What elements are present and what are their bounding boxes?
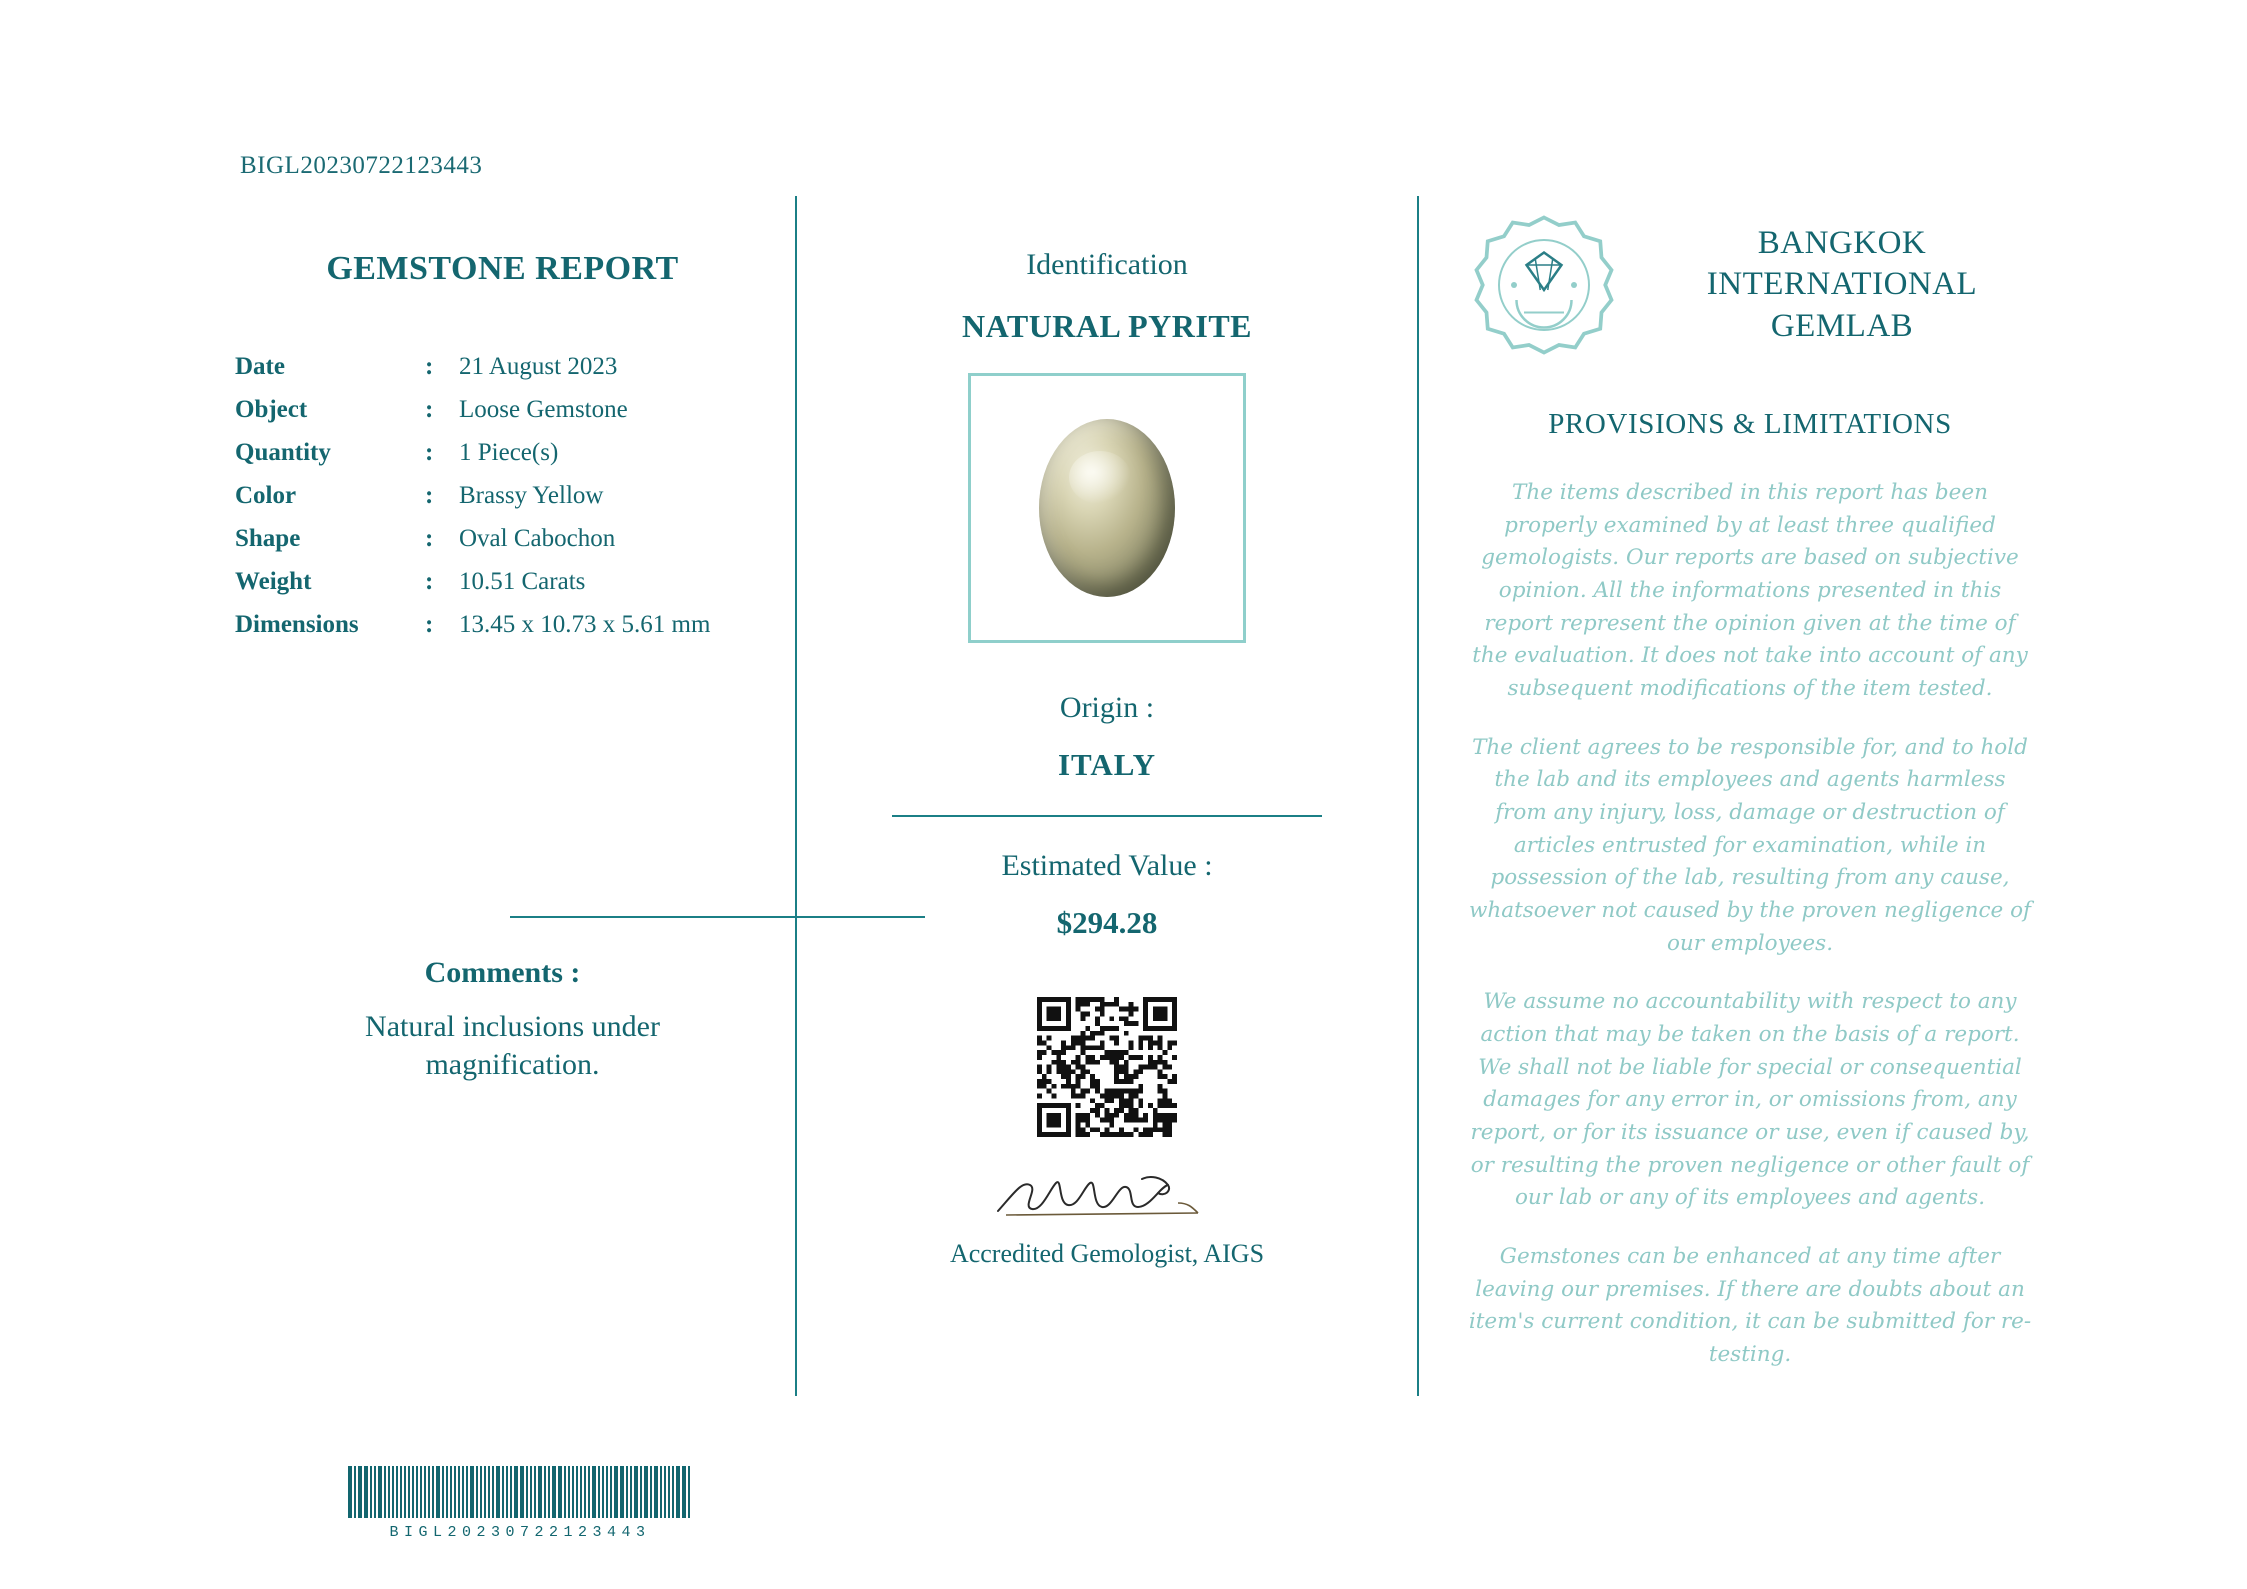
provision-paragraph: The items described in this report has been properly examined by at least three qualified gemologists. Our reports are based on subjective opinion. All the informations presented in this report represent the opinion given at the time of the evaluation. It does not take into account of any subsequent modifications of the item tested. <box>1472 480 2028 702</box>
lab-header <box>1461 210 2039 360</box>
spec-label: Date <box>235 353 285 380</box>
barcode-bars <box>320 1466 720 1518</box>
table-row <box>235 604 710 647</box>
signature-image <box>992 1163 1222 1225</box>
spec-colon: : <box>425 482 434 509</box>
spec-label: Object <box>235 396 308 423</box>
spec-colon: : <box>425 525 434 552</box>
spec-value: Brassy Yellow <box>459 482 604 509</box>
spec-label: Quantity <box>235 439 331 466</box>
middle-column <box>797 196 1417 1396</box>
spec-value: 10.51 Carats <box>459 568 586 595</box>
table-row <box>235 518 710 561</box>
spec-value: Oval Cabochon <box>459 525 616 552</box>
certificate-columns <box>210 196 2040 1541</box>
spec-label: Weight <box>235 568 312 595</box>
reference-number: BIGL20230722123443 <box>240 152 483 179</box>
spec-colon: : <box>425 439 434 466</box>
barcode-text: BIGL20230722123443 <box>389 1524 651 1541</box>
table-row <box>235 389 710 432</box>
table-row <box>235 475 710 518</box>
identification-label: Identification <box>1026 248 1188 281</box>
table-row <box>235 346 710 389</box>
divider <box>892 815 1322 817</box>
gemstone-image <box>1039 419 1175 597</box>
gemstone-photo-frame <box>968 373 1246 643</box>
provision-paragraph: The client agrees to be responsible for, and to hold the lab and its employees and agents harmless from any injury, loss, damage or destruction of articles entrusted for examination, while in possession of the lab, resulting from any cause, whatsoever not caused by the proven negligence of our employees. <box>1469 734 2031 956</box>
spec-value: 13.45 x 10.73 x 5.61 mm <box>459 611 711 638</box>
provisions-title: PROVISIONS & LIMITATIONS <box>1548 408 1952 440</box>
spec-colon: : <box>425 611 434 638</box>
left-column <box>210 196 795 1541</box>
spec-label: Shape <box>235 525 301 552</box>
origin-label: Origin : <box>1059 691 1155 724</box>
barcode <box>320 1466 720 1541</box>
identification-value: NATURAL PYRITE <box>962 308 1252 344</box>
spec-colon: : <box>425 396 434 423</box>
signature-caption: Accredited Gemologist, AIGS <box>949 1239 1265 1268</box>
gemstone-spec-table <box>235 346 710 647</box>
qr-code-icon[interactable] <box>1037 997 1177 1137</box>
qr-code-svg <box>1037 997 1177 1137</box>
provision-paragraph: Gemstones can be enhanced at any time after leaving our premises. If there are doubts about an item's current condition, it can be submitted for re-testing. <box>1468 1244 2032 1368</box>
origin-value: ITALY <box>1057 747 1157 782</box>
table-row <box>235 432 710 475</box>
lab-name: BANGKOK INTERNATIONAL GEMLAB <box>1706 224 1978 344</box>
right-column <box>1419 196 2039 1396</box>
provision-paragraph: We assume no accountability with respect to any action that may be taken on the basis of a report. We shall not be liable for special or consequential damages for any error in, or omissions from, any report, or for its issuance or use, even if caused by, or resulting the proven negligence or other fault of our lab or any of its employees and agents. <box>1470 989 2030 1211</box>
comments-body: Natural inclusions under magnification. <box>365 1010 660 1081</box>
estimated-value-label: Estimated Value : <box>1001 849 1213 882</box>
spec-label: Color <box>235 482 297 509</box>
spec-colon: : <box>425 568 434 595</box>
table-row <box>235 561 710 604</box>
estimated-value-amount: $294.28 <box>1056 905 1158 940</box>
spec-colon: : <box>425 353 434 380</box>
spec-value: Loose Gemstone <box>459 396 628 423</box>
gemlab-logo-icon <box>1469 210 1619 360</box>
spec-value: 21 August 2023 <box>459 353 618 380</box>
spec-label: Dimensions <box>235 611 359 638</box>
spec-value: 1 Piece(s) <box>459 439 559 466</box>
comments-title: Comments : <box>424 956 581 989</box>
page-title: GEMSTONE REPORT <box>326 250 679 287</box>
